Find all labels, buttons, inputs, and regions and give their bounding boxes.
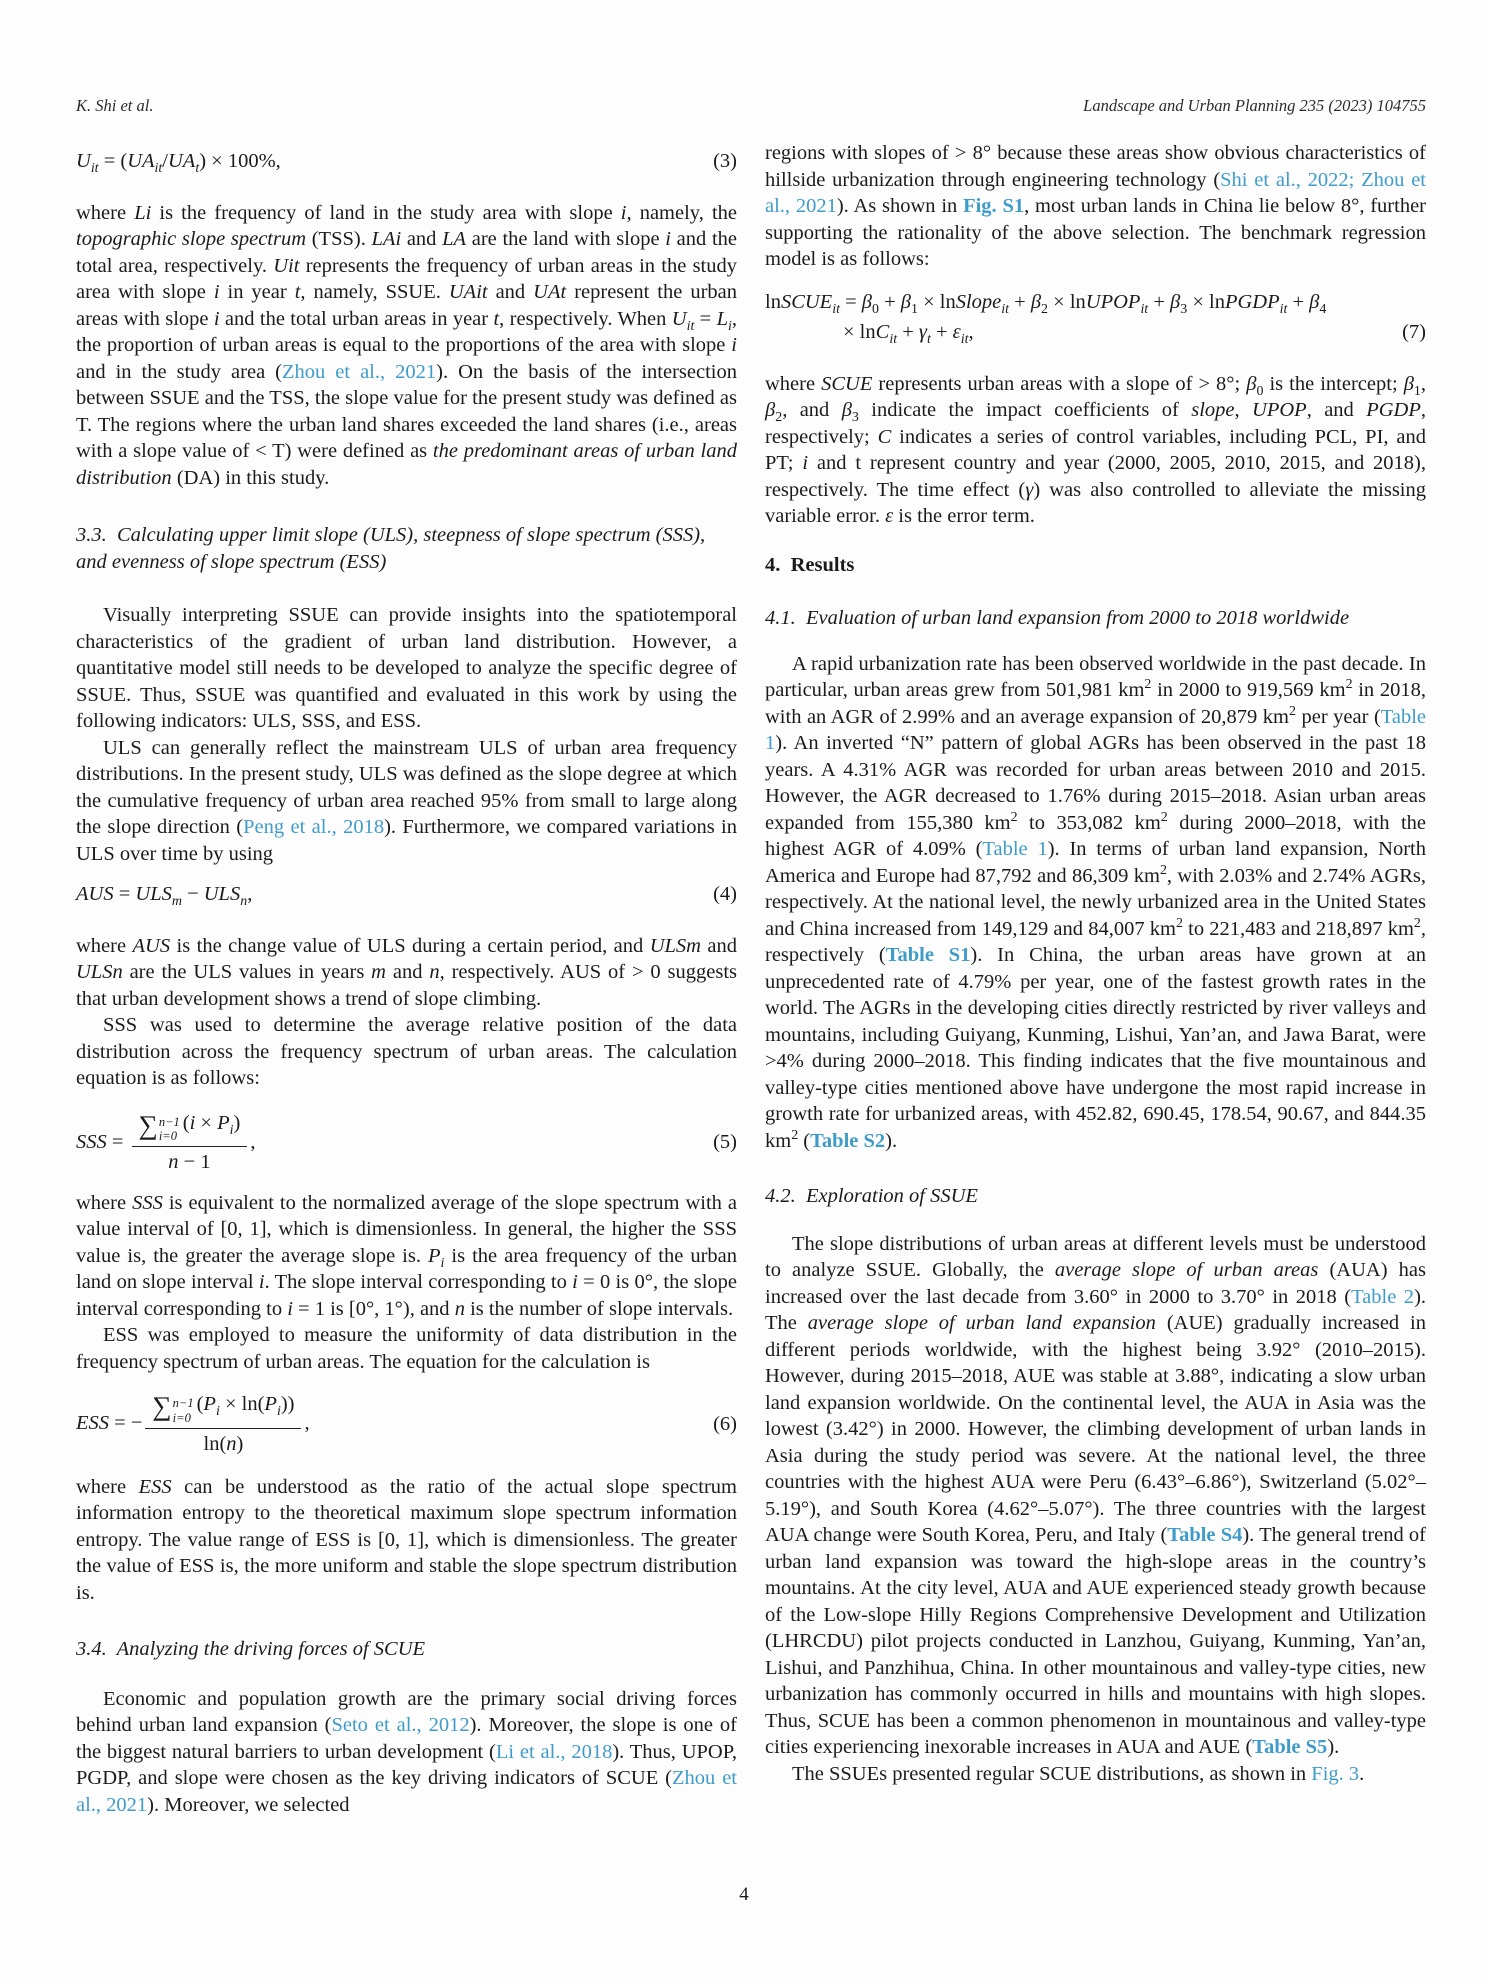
section-heading-3-4: 3.4. Analyzing the driving forces of SCUE xyxy=(76,1638,426,1660)
paragraph-ess-employed: ESS was employed to measure the uniformity of data distribution in the frequency spectrum of urban areas. The equation for the calculation is xyxy=(76,1324,737,1373)
citation-zhou-2021[interactable]: Zhou et al., 2021 xyxy=(76,1767,737,1816)
citation-zhou-2021[interactable]: Zhou et al., 2021 xyxy=(282,360,437,383)
paragraph-slope-distributions: The slope distributions of urban areas at different levels must be understood to analyze SSUE. Globally, the average slope of urban areas (AUA) has increased over the last decade from 3.60° in 2000 to 3.70° in 2018 (Table 2). The average slope of urban land expansion (AUE) gradually increased in different periods worldwide, with the highest being 3.92° (2010–2015). However, during 2015–2018, AUE was stable at 3.88°, indicating a slow urban land expansion worldwide. On the continental level, the AUA in Asia was the lowest (3.42°) in 2000. However, the climbing development of urban lands in Asia during the study period was severe. At the national level, the three countries with the highest AUA were Peru (6.43°–6.86°), Switzerland (5.02°–5.19°), and South Korea (4.62°–5.07°). The three countries with the largest AUA change were South Korea, Peru, and Italy (Table S4). The general trend of urban land expansion was toward the high-slope areas in the country’s mountains. At the city level, AUA and AUE experienced steady growth because of the Low-slope Hilly Regions Comprehensive Development and Utilization (LHRCDU) pilot projects conducted in Lanzhou, Guiyang, Kunming, Yan’an, Lishui, and Panzhihua, China. In other mountainous and valley-type cities, new urbanization has commonly occurred in hills and mountains with high slopes. Thus, SCUE has been a common phenomenon in mountainous and valley-type cities experiencing inexorable increases in AUA and AUE (Table S5). xyxy=(765,1232,1427,1758)
paragraph-visually-interpreting: Visually interpreting SSUE can provide insights into the spatiotemporal characteristics of the gradient of urban land distribution. However, a quantitative model still needs to be developed to analyze the specific degree of SSUE. Thus, SSUE was quantified and evaluated in this work by using the following indicators: ULS, SSS, and ESS. xyxy=(76,604,737,732)
equation-3 xyxy=(76,148,737,175)
equation-4-body: AUS = $ULS_m - ULS_n$, xyxy=(76,883,253,910)
table-s2-link[interactable]: Table S2 xyxy=(810,1129,886,1152)
paragraph-eq7-where: where SCUE represents urban areas with a slope of > 8°; $\beta_0$ is the intercept; $\beta_1$, $\beta_2$, and $\beta_3$ indicate the impact coefficients of slope, UPOP, and PGDP, respectively; C indicates a series of control variables, including PCL, PI, and PT; i and t represent country and year (2000, 2005, 2010, 2015, and 2018), respectively. The time effect (γ) was also controlled to alleviate the missing variable error. ε is the error term. xyxy=(765,372,1426,527)
equation-4 xyxy=(76,881,737,908)
running-head-journal: Landscape and Urban Planning 235 (2023) 104755 xyxy=(1083,96,1426,115)
paragraph-eq6-where: where ESS can be understood as the ratio of the actual slope spectrum information entropy to the theoretical maximum slope spectrum information entropy. The value range of ESS is [0, 1], which is dimensionless. The greater the value of ESS is, the more uniform and stable the slope spectrum distribution is. xyxy=(76,1475,737,1604)
left-column xyxy=(76,140,737,1818)
equation-6 xyxy=(76,1391,737,1457)
table-s4-link[interactable]: Table S4 xyxy=(1167,1524,1243,1546)
table-s5-link[interactable]: Table S5 xyxy=(1252,1736,1328,1758)
section-heading-4: 4. Results xyxy=(765,553,855,576)
section-heading-3-3: 3.3. Calculating upper limit slope (ULS), steepness of slope spectrum (SSS), and evenness of slope spectrum (ESS) xyxy=(76,524,706,573)
equation-3-number: (3) xyxy=(713,150,737,172)
two-column-body xyxy=(76,140,1426,1818)
equation-5 xyxy=(76,1110,737,1176)
equation-7-line2: × $\ln C_{it} + \gamma_t + \varepsilon_{it}$, xyxy=(843,321,974,348)
table-2-link[interactable]: Table 2 xyxy=(1351,1285,1415,1308)
page-number: 4 xyxy=(739,1884,749,1905)
page-header xyxy=(76,96,1426,116)
equation-6-number: (6) xyxy=(713,1413,737,1436)
paragraph-rapid-urbanization: A rapid urbanization rate has been observed worldwide in the past decade. In particular, urban areas grew from 501,981 $km^2$ in 2000 to 919,569 $km^2$ in 2018, with an AGR of 2.99% and an average expansion of 20,879 $km^2$ per year (Table 1). An inverted “N” pattern of global AGRs has been observed in the past 18 years. A 4.31% AGR was recorded for urban areas between 2010 and 2015. However, the AGR decreased to 1.76% during 2015–2018. Asian urban areas expanded from 155,380 $km^2$ to 353,082 $km^2$ during 2000–2018, with the highest AGR of 4.09% (Table 1). In terms of urban land expansion, North America and Europe had 87,792 and 86,309 $km^2$, with 2.03% and 2.74% AGRs, respectively. At the national level, the newly urbanized area in the United States and China increased from 149,129 and 84,007 $km^2$ to 221,483 and 218,897 $km^2$, respectively (Table S1). In China, the urban areas have grown at an unprecedented rate of 4.79% per year, one of the fastest growth rates in the world. The AGRs in the developing cities directly restricted by river valleys and mountains, including Guiyang, Kunming, Lishui, Yan’an, and Jawa Barat, were >4% during 2000–2018. This finding indicates that the five mountainous and valley-type cities mentioned above have undergone the most rapid increase in growth rate for urbanized areas, with 452.82, 690.45, 178.54, 90.67, and 844.35 $km^2$ (Table S2). xyxy=(765,652,1426,1152)
paragraph-eq4-where: where AUS is the change value of ULS during a certain period, and ULSm and ULSn are the ULS values in years m and n, respectively. AUS of > 0 suggests that urban development shows a trend of slope climbing. xyxy=(76,934,737,1010)
citation-seto-2012[interactable]: Seto et al., 2012 xyxy=(331,1714,470,1736)
citation-peng-2018[interactable]: Peng et al., 2018 xyxy=(243,816,385,838)
equation-7-line1: lnSCUE$_{it}$ = $\beta_0 + \beta_1$ × lnSlope$_{it}$ + $\beta_2$ × lnUPOP$_{it}$ + $\beta_3$ × lnPGDP$_{it}$ + $\beta_4$ xyxy=(765,290,1327,317)
paragraph-economic-population: Economic and population growth are the primary social driving forces behind urban land expansion (Seto et al., 2012). Moreover, the slope is one of the biggest natural barriers to urban development (Li et al., 2018). Thus, UPOP, PGDP, and slope were chosen as the key driving indicators of SCUE (Zhou et al., 2021). Moreover, we selected xyxy=(76,1687,737,1816)
table-1-link[interactable]: Table 1 xyxy=(982,838,1048,860)
equation-5-number: (5) xyxy=(713,1131,737,1154)
citation-shi-2022-zhou-2021[interactable]: Shi et al., 2022; Zhou et al., 2021 xyxy=(765,168,1426,217)
equation-6-body: ESS = − ∑ n−1 i=0 $(P_i \times \ln(P_i))$ ln(n) , xyxy=(76,1391,310,1455)
equation-4-number: (4) xyxy=(713,883,737,905)
section-heading-4-2: 4.2. Exploration of SSUE xyxy=(765,1185,978,1207)
paragraph-uls-reflect: ULS can generally reflect the mainstream ULS of urban area frequency distributions. In the present study, ULS was defined as the slope degree at which the cumulative frequency of urban area reached 95% from small to large along the slope direction (Peng et al., 2018). Furthermore, we compared variations in ULS over time by using xyxy=(76,736,737,865)
right-column xyxy=(765,140,1426,1818)
citation-li-2018[interactable]: Li et al., 2018 xyxy=(495,1740,613,1763)
equation-5-body: SSS = ∑ n−1 i=0 $(i \times P_i)$ n − 1 , xyxy=(76,1109,256,1174)
equation-3-body: $U_{it} = (UA_{it}/UA_t) \times 100\%$, xyxy=(76,150,281,177)
paragraph-eq5-where: where SSS is equivalent to the normalized average of the slope spectrum with a value interval of [0, 1], which is dimensionless. In general, the higher the SSS value is, the greater the average slope is. $P_i$ is the area frequency of the urban land on slope interval i. The slope interval corresponding to i = 0 is 0°, the slope interval corresponding to i = 1 is [0°, 1°), and n is the number of slope intervals. xyxy=(76,1191,738,1320)
equation-7 xyxy=(765,289,1426,346)
paragraph-ssues-presented: The SSUEs presented regular SCUE distributions, as shown in Fig. 3. xyxy=(792,1762,1365,1785)
paragraph-sss-used: SSS was used to determine the average relative position of the data distribution across the frequency spectrum of urban areas. The calculation equation is as follows: xyxy=(76,1014,737,1089)
paragraph-regions-slopes: regions with slopes of > 8° because these areas show obvious characteristics of hillside urbanization through engineering technology (Shi et al., 2022; Zhou et al., 2021). As shown in Fig. S1, most urban lands in China lie below 8°, further supporting the rationality of the above selection. The benchmark regression model is as follows: xyxy=(765,142,1427,270)
table-s1-link[interactable]: Table S1 xyxy=(885,944,971,966)
table-1-link[interactable]: Table 1 xyxy=(765,705,1426,754)
figure-s1-link[interactable]: Fig. S1 xyxy=(963,195,1025,217)
paragraph-eq3-where: where Li is the frequency of land in the study area with slope i, namely, the topographic slope spectrum (TSS). LAi and LA are the land with slope i and the total area, respectively. Uit represents the frequency of urban areas in the study area with slope i in year t, namely, SSUE. UAit and UAt represent the urban areas with slope i and the total urban areas in year t, respectively. When $U_{it} = L_i$, the proportion of urban areas is equal to the proportions of the area with slope i and in the study area (Zhou et al., 2021). On the basis of the intersection between SSUE and the TSS, the slope value for the present study was defined as T. The regions where the urban land shares exceeded the land shares (i.e., areas with a slope value of < T) were defined as the predominant areas of urban land distribution (DA) in this study. xyxy=(76,201,738,489)
equation-7-number: (7) xyxy=(1402,321,1426,343)
running-head-author: K. Shi et al. xyxy=(76,96,154,115)
figure-3-link[interactable]: Fig. 3 xyxy=(1311,1762,1360,1785)
section-heading-4-1: 4.1. Evaluation of urban land expansion from 2000 to 2018 worldwide xyxy=(765,607,1350,629)
